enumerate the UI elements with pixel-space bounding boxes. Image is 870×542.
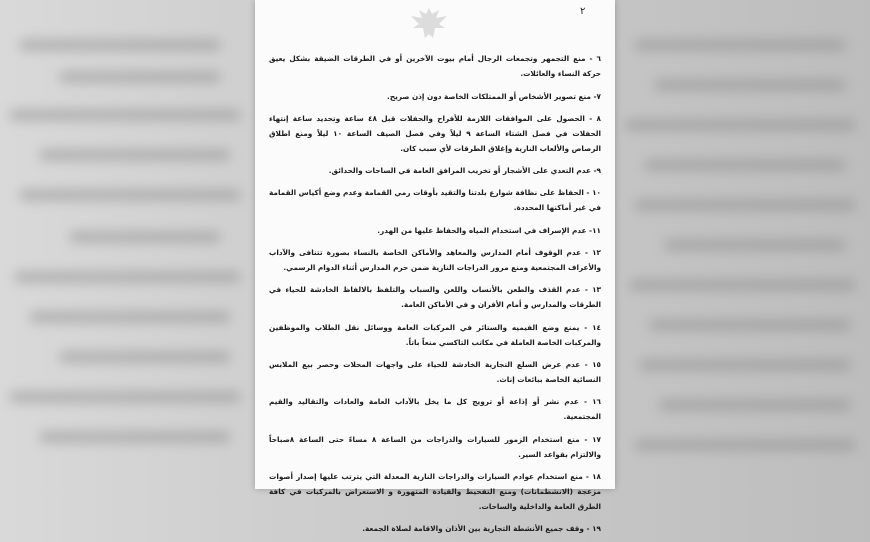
list-item: ١٤ - يمنع وضع الفيميه والستائر في المركبات العامة ووسائل نقل الطلاب والموظفين والمركبات الخاصة العاملة في مكاتب التاكسي منعاً باتاً.: [269, 322, 601, 347]
list-item: ١١- عدم الإسراف في استخدام المياه والحفاظ عليها من الهدر.: [377, 225, 601, 235]
blurred-background-right: [615, 0, 870, 489]
list-item: ١٣ - عدم القذف والطعن بالأنساب واللعن والسباب والتلفظ بالالفاظ الخادشة للحياء في الطرقات والمدارس و أمام الأفران و في الأماكن العامة.: [269, 285, 601, 310]
list-item: ١٠ - الحفاظ على نظافة شوارع بلدتنا والتقيد بأوقات رمي القمامة وعدم وضع أكياس القمامة في غير أماكنها المحددة.: [269, 188, 601, 213]
page-number: ٢: [580, 6, 586, 17]
regulations-list: [269, 44, 601, 542]
list-item: ٨ - الحصول على الموافقات اللازمة للأفراح والحفلات قبل ٤٨ ساعة وتحديد ساعة إنتهاء الحفلات في فصل الشتاء الساعة ٩ ليلاً وفي فصل الصيف الساعة ١٠ ليلاً ومنع اطلاق الرصاص والألعاب النارية وإغلاق الطرقات لأي سبب كان.: [269, 113, 602, 153]
blurred-background-left: [0, 0, 255, 489]
list-item: ١٩ - وقف جميع الأنشطة التجارية بين الأذان والاقامة لصلاة الجمعة.: [362, 524, 601, 534]
list-item: ٩- عدم التعدي على الأشجار أو تخريب المرافق العامة في الساحات والحدائق.: [328, 166, 601, 176]
document-page: [255, 0, 615, 534]
eagle-emblem-icon: [405, 4, 453, 44]
list-item: ١٨ - منع استخدام عوادم السيارات والدراجات النارية المعدلة التي يترتب عليها إصدار أصوات مزعجة (الانشطمانات) ومنع التفحيط والقيادة المتهورة و الاستعراض بالمركبات في كافة الطرق العامة والداخلية والساحات.: [269, 471, 601, 511]
list-item: ٦ - منع التجمهر وتجمعات الرجال أمام بيوت الآخرين أو في الطرقات الضيقة بشكل يعيق حركة النساء والعائلات.: [269, 54, 601, 79]
list-item: ١٢ - عدم الوقوف أمام المدارس والمعاهد والأماكن الخاصة بالنساء بصورة تتنافى والآداب والأعراف المجتمعية ومنع مرور الدراجات النارية ضمن حرم المدارس أثناء الدوام الرسمي.: [269, 248, 601, 273]
list-item: ٧- منع تصوير الأشخاص أو الممتلكات الخاصة دون إذن صريح.: [387, 91, 601, 101]
list-item: ١٥ - عدم عرض السلع التجارية الخادشة للحياء على واجهات المحلات وحصر بيع الملابس النسائية الخاصة ببائعات إناث.: [269, 359, 601, 384]
list-item: ١٦ - عدم نشر أو إذاعة أو ترويج كل ما يخل بالآداب العامة والعادات والتقاليد والقيم المجتمعية.: [269, 397, 601, 422]
list-item: ١٧ - منع استخدام الزمور للسيارات والدراجات من الساعة ٨ مساءً حتى الساعة ٨صباحاً والالتزام بقواعد السير.: [269, 434, 601, 459]
